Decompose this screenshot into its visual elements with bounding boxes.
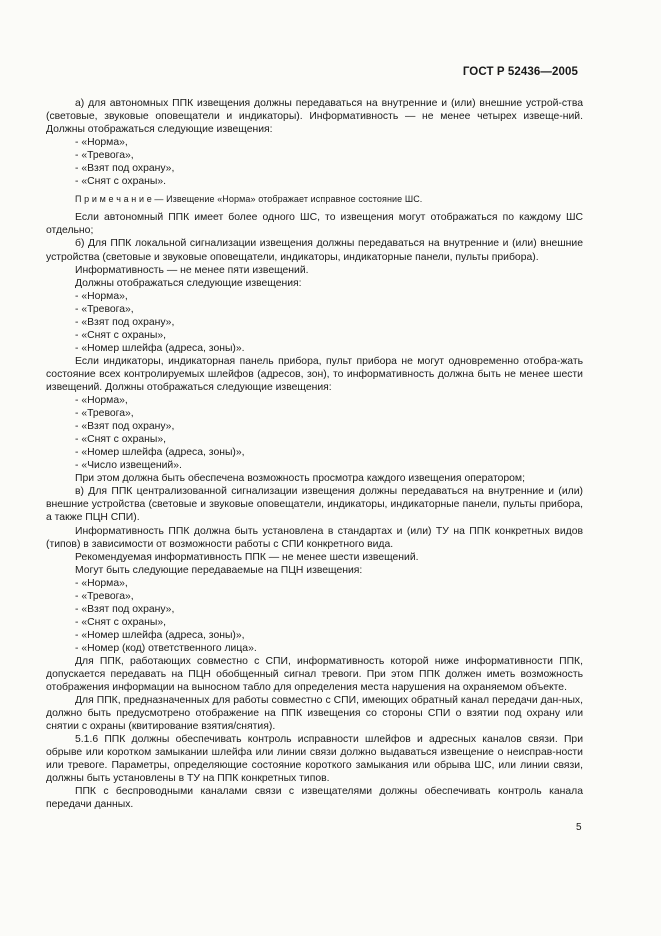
- list-item: - «Норма»,: [75, 395, 128, 407]
- list-item: - «Норма»,: [75, 577, 128, 589]
- paragraph: а) для автономных ППК извещения должны передаваться на внутренние и (или) внешние устрой-ства (световые, звуковые оповещатели и индикаторы). Информативность — не менее четырех извеще-ний. Должны отображаться следующие извещения:: [46, 98, 583, 136]
- list-item: - «Номер (код) ответственного лица».: [75, 642, 257, 654]
- note-text: — Извещение «Норма» отображает исправное состояние ШС.: [151, 194, 423, 205]
- document-body: [46, 97, 583, 812]
- list-item: - «Снят с охраны»,: [75, 329, 167, 341]
- list-item: - «Тревога»,: [75, 590, 134, 602]
- paragraph: б) Для ППК локальной сигнализации извещения должны передаваться на внутренние и (или) внешние устройства (световые и звуковые оповещатели, индикаторы, индикаторные панели, пульты прибора).: [46, 238, 583, 263]
- paragraph: в) Для ППК централизованной сигнализации извещения должны передаваться на внутренние и (или) внешние устройства (световые и звуковые оповещатели, индикаторы, индикаторные панели, пульты прибора, а также ПЦН СПИ).: [46, 486, 583, 524]
- list-item: - «Номер шлейфа (адреса, зоны)».: [75, 342, 245, 354]
- page-header: ГОСТ Р 52436—2005: [462, 66, 578, 78]
- list-item: - «Тревога»,: [75, 408, 134, 420]
- list-item: - «Норма»,: [75, 137, 128, 149]
- paragraph: 5.1.6 ППК должны обеспечивать контроль исправности шлейфов и адресных каналов связи. При обрыве или коротком замыкании шлейфа или линии связи должно выдаваться извещение о неисправ-ности или тревоге. Параметры, определяющие состояние короткого замыкания или обрыва ШС, или линии связи, должны быть установлены в ТУ на ППК конкретных типов.: [46, 734, 583, 785]
- paragraph: Для ППК, предназначенных для работы совместно с СПИ, имеющих обратный канал передачи дан-ных, должно быть предусмотрено отображение на ППК извещения со стороны СПИ о взятии под охрану или снятии с охраны (квитирование взятия/снятия).: [46, 695, 583, 733]
- list-item: - «Снят с охраны».: [75, 176, 167, 188]
- list-item: - «Снят с охраны»,: [75, 434, 167, 446]
- note-label: П р и м е ч а н и е: [75, 194, 152, 205]
- list-item: - «Взят под охрану»,: [75, 163, 175, 175]
- paragraph: Если индикаторы, индикаторная панель прибора, пульт прибора не могут одновременно отобра-жать состояние всех контролируемых шлейфов (адресов, зон), то информативность должна быть не менее шести извещений. Должны отображаться следующие извещения:: [46, 355, 583, 393]
- list-item: - «Взят под охрану»,: [75, 421, 175, 433]
- list-item: - «Снят с охраны»,: [75, 616, 167, 628]
- list-item: - «Тревога»,: [75, 150, 134, 162]
- note: [46, 193, 583, 206]
- paragraph: Информативность ППК должна быть установлена в стандартах и (или) ТУ на ППК конкретных видов (типов) в зависимости от возможности работы с СПИ конкретного вида.: [46, 525, 583, 550]
- paragraph: Для ППК, работающих совместно с СПИ, информативность которой ниже информативности ППК, допускается передавать на ПЦН обобщенный сигнал тревоги. При этом ППК должен иметь возможность отображения информации на выносном табло для определения места нарушения на охраняемом объекте.: [46, 655, 583, 694]
- page-number: 5: [576, 822, 582, 833]
- list-item: - «Номер шлейфа (адреса, зоны)»,: [75, 447, 245, 459]
- list-item: - «Взят под охрану»,: [75, 603, 175, 615]
- list-item: - «Число извещений».: [75, 460, 182, 472]
- paragraph: Если автономный ППК имеет более одного ШС, то извещения могут отображаться по каждому ШС отдельно;: [46, 212, 583, 237]
- paragraph: Должны отображаться следующие извещения:: [75, 277, 302, 289]
- paragraph: Информативность — не менее пяти извещений.: [75, 264, 309, 276]
- list-item: - «Взят под охрану»,: [75, 316, 175, 328]
- paragraph: При этом должна быть обеспечена возможность просмотра каждого извещения оператором;: [75, 473, 525, 485]
- paragraph: Могут быть следующие передаваемые на ПЦН извещения:: [75, 564, 363, 576]
- list-item: - «Тревога»,: [75, 303, 134, 315]
- paragraph: Рекомендуемая информативность ППК — не менее шести извещений.: [75, 551, 419, 563]
- list-item: - «Номер шлейфа (адреса, зоны)»,: [75, 629, 245, 641]
- list-item: - «Норма»,: [75, 290, 128, 302]
- paragraph: ППК с беспроводными каналами связи с извещателями должны обеспечивать контроль канала передачи данных.: [46, 786, 583, 811]
